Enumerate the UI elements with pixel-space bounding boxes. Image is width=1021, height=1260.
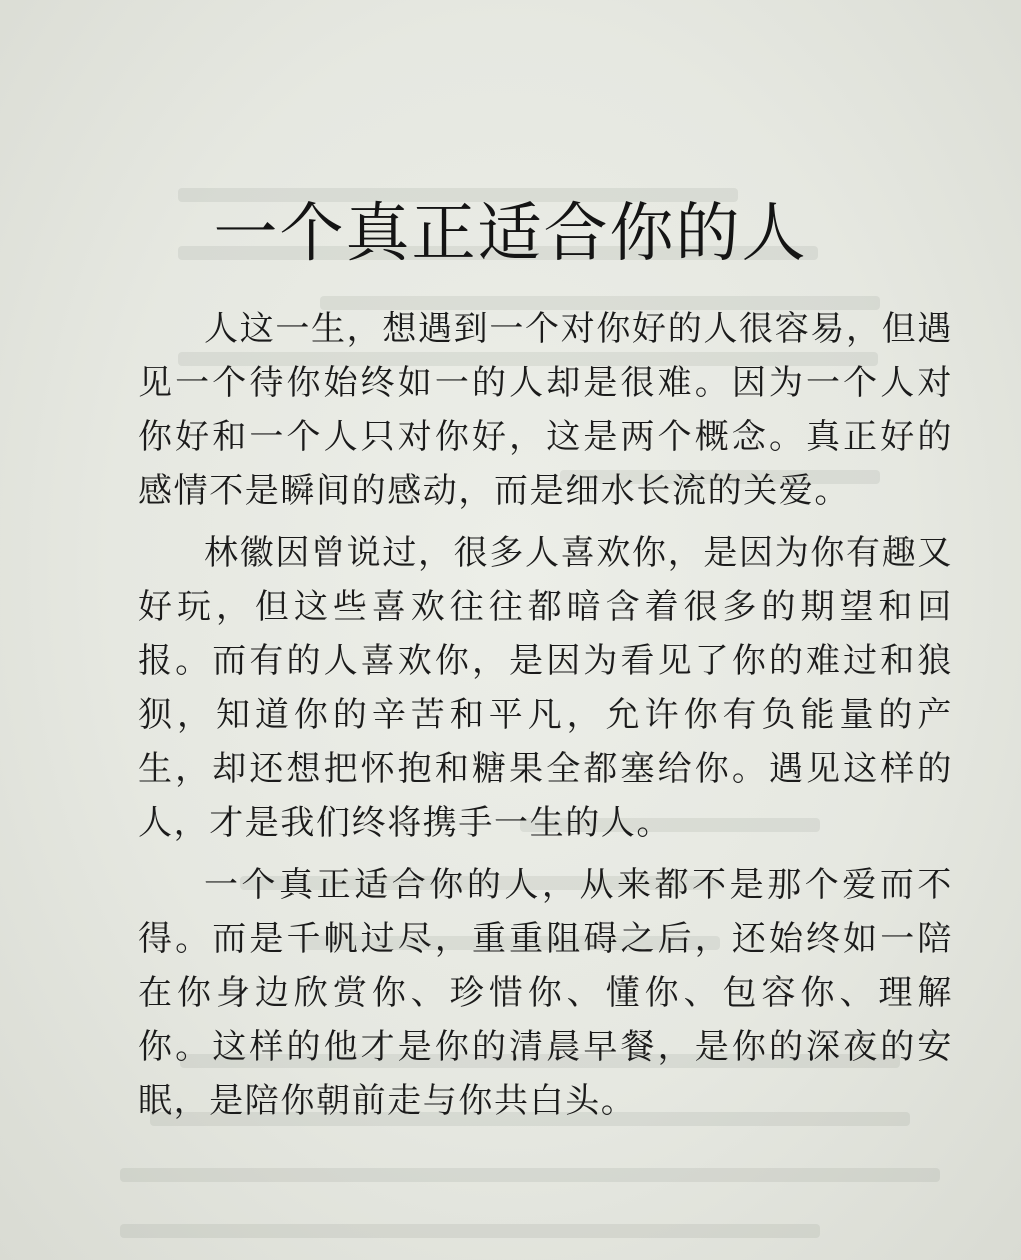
- paragraph-1: 人这一生，想遇到一个对你好的人很容易，但遇见一个待你始终如一的人却是很难。因为一个人对你好和一个人只对你好，这是两个概念。真正好的感情不是瞬间的感动，而是细水长流的关爱。: [138, 309, 953, 511]
- paragraph-2: 林徽因曾说过，很多人喜欢你，是因为你有趣又好玩，但这些喜欢往往都暗含着很多的期望和回报。而有的人喜欢你，是因为看见了你的难过和狼狈，知道你的辛苦和平凡，允许你有负能量的产生，却还想把怀抱和糖果全都塞给你。遇见这样的人，才是我们终将携手一生的人。: [138, 533, 953, 843]
- paragraph-3: 一个真正适合你的人，从来都不是那个爱而不得。而是千帆过尽，重重阻碍之后，还始终如一陪在你身边欣赏你、珍惜你、懂你、包容你、理解你。这样的他才是你的清晨早餐，是你的深夜的安眠，是陪你朝前走与你共白头。: [138, 865, 953, 1121]
- page-title: 一个真正适合你的人: [213, 197, 808, 271]
- article-body: [138, 302, 953, 1136]
